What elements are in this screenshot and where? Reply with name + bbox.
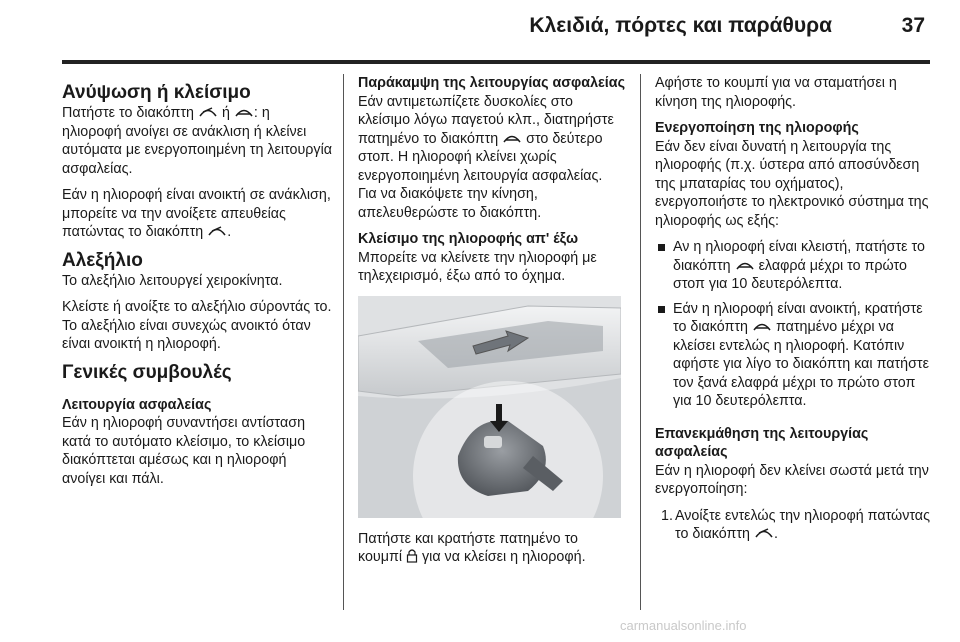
paragraph-safety: Εάν η ηλιοροφή συναντήσει αντίσταση κατά το αυτόματο κλείσιμο, το κλείσιμο διακόπτεται αμέσως και η ηλιοροφή ανοίγει και πάλι.: [62, 415, 306, 487]
column-1: [62, 74, 332, 496]
paragraph-activate: Εάν δεν είναι δυνατή η λειτουργία της ηλιοροφής (π.χ. ύστερα από αποσύνδεση της μπαταρίας του οχήματος), ενεργοποιήστε το ηλεκτρονικό σύστημα της ηλιοροφής ως εξής:: [655, 138, 929, 229]
column-3: [655, 74, 930, 550]
heading-relearn: Επανεκμάθηση της λειτουργίας ασφαλείας: [655, 425, 869, 460]
sunroof-slide-icon: [502, 131, 522, 145]
page-number: 37: [901, 14, 925, 37]
paragraph-tilt: Πατήστε το διακόπτη ή : η ηλιοροφή ανοίγει σε ανάκλιση ή κλείνει αυτόματα με ενεργοποιημένη τη λειτουργία ασφαλείας.: [62, 105, 333, 177]
sunroof-slide-icon: [735, 258, 755, 272]
key-button-icon: [484, 436, 502, 448]
activation-steps: [655, 238, 930, 411]
bullet-icon: [658, 306, 665, 313]
paragraph-sunshade-manual: Το αλεξήλιο λειτουργεί χειροκίνητα.: [62, 272, 283, 289]
list-item: 1. Ανοίξτε εντελώς την ηλιοροφή πατώντας το διακόπτη .: [661, 507, 930, 542]
heading-sunshade: Αλεξήλιο: [62, 249, 143, 271]
heading-safety: Λειτουργία ασφαλείας: [62, 396, 212, 413]
heading-override: Παράκαμψη της λειτουργίας ασφαλείας: [358, 75, 626, 91]
column-divider: [343, 74, 344, 610]
sunroof-tilt-icon: [198, 105, 218, 119]
heading-general: Γενικές συμβουλές: [62, 361, 232, 383]
paragraph-open-direct: Εάν η ηλιοροφή είναι ανοικτή σε ανάκλιση, μπορείτε να την ανοίξετε απευθείας πατώντας το διακόπτη .: [62, 187, 331, 240]
page-header: [0, 0, 960, 62]
header-rule: [62, 60, 930, 64]
remote-key-illustration: [358, 296, 621, 518]
paragraph-relearn: Εάν η ηλιοροφή δεν κλείνει σωστά μετά την ενεργοποίηση:: [655, 462, 929, 497]
list-item: Εάν η ηλιοροφή είναι ανοικτή, κρατήστε το διακόπτη πατημένο μέχρι να κλείσει εντελώς η ηλιοροφή. Κατόπιν αφήστε για λίγο το διακόπτη και πατήστε τον ξανά ελαφρά μέχρι το πρώτο στοπ για 10 δευτερόλεπτα.: [655, 300, 930, 411]
paragraph-release: Αφήστε το κουμπί για να σταματήσει η κίνηση της ηλιοροφής.: [655, 75, 897, 110]
lock-icon: [406, 548, 418, 563]
paragraph-override: Εάν αντιμετωπίζετε δυσκολίες στο κλείσιμο λόγω παγετού κλπ., διατηρήστε πατημένο το διακόπτη στο δεύτερο στοπ. Η ηλιοροφή κλείνει χωρίς ενεργοποιημένη λειτουργία ασφαλείας. Για να διακόψετε την κίνηση, απελευθερώστε το διακόπτη.: [358, 93, 614, 221]
column-divider: [640, 74, 641, 610]
paragraph-sunshade-slide: Κλείστε ή ανοίξτε το αλεξήλιο σύροντάς το. Το αλεξήλιο είναι συνεχώς ανοικτό όταν είναι ανοικτή η ηλιοροφή.: [62, 299, 332, 352]
relearn-steps: [655, 507, 930, 544]
heading-activate: Ενεργοποίηση της ηλιοροφής: [655, 120, 859, 136]
step-number: 1.: [661, 507, 673, 524]
heading-open-close: Ανύψωση ή κλείσιμο: [62, 82, 251, 103]
paragraph-press-hold: Πατήστε και κρατήστε πατημένο το κουμπί για να κλείσει η ηλιοροφή.: [358, 530, 586, 565]
watermark: carmanualsonline.info: [620, 618, 747, 633]
paragraph-remote: Μπορείτε να κλείνετε την ηλιοροφή με τηλεχειρισμό, έξω από το όχημα.: [358, 249, 597, 284]
list-item: Αν η ηλιοροφή είναι κλειστή, πατήστε το διακόπτη ελαφρά μέχρι το πρώτο στοπ για 10 δευτερόλεπτα.: [655, 238, 930, 294]
sunroof-tilt-icon: [754, 526, 774, 540]
heading-remote-close: Κλείσιμο της ηλιοροφής απ' έξω: [358, 231, 579, 247]
column-2: [358, 74, 625, 575]
bullet-icon: [658, 244, 665, 251]
illustration-svg: [358, 296, 621, 518]
sunroof-slide-icon: [752, 319, 772, 333]
chapter-title: Κλειδιά, πόρτες και παράθυρα: [529, 14, 832, 37]
sunroof-slide-icon: [234, 105, 254, 119]
sunroof-tilt-icon: [207, 224, 227, 238]
